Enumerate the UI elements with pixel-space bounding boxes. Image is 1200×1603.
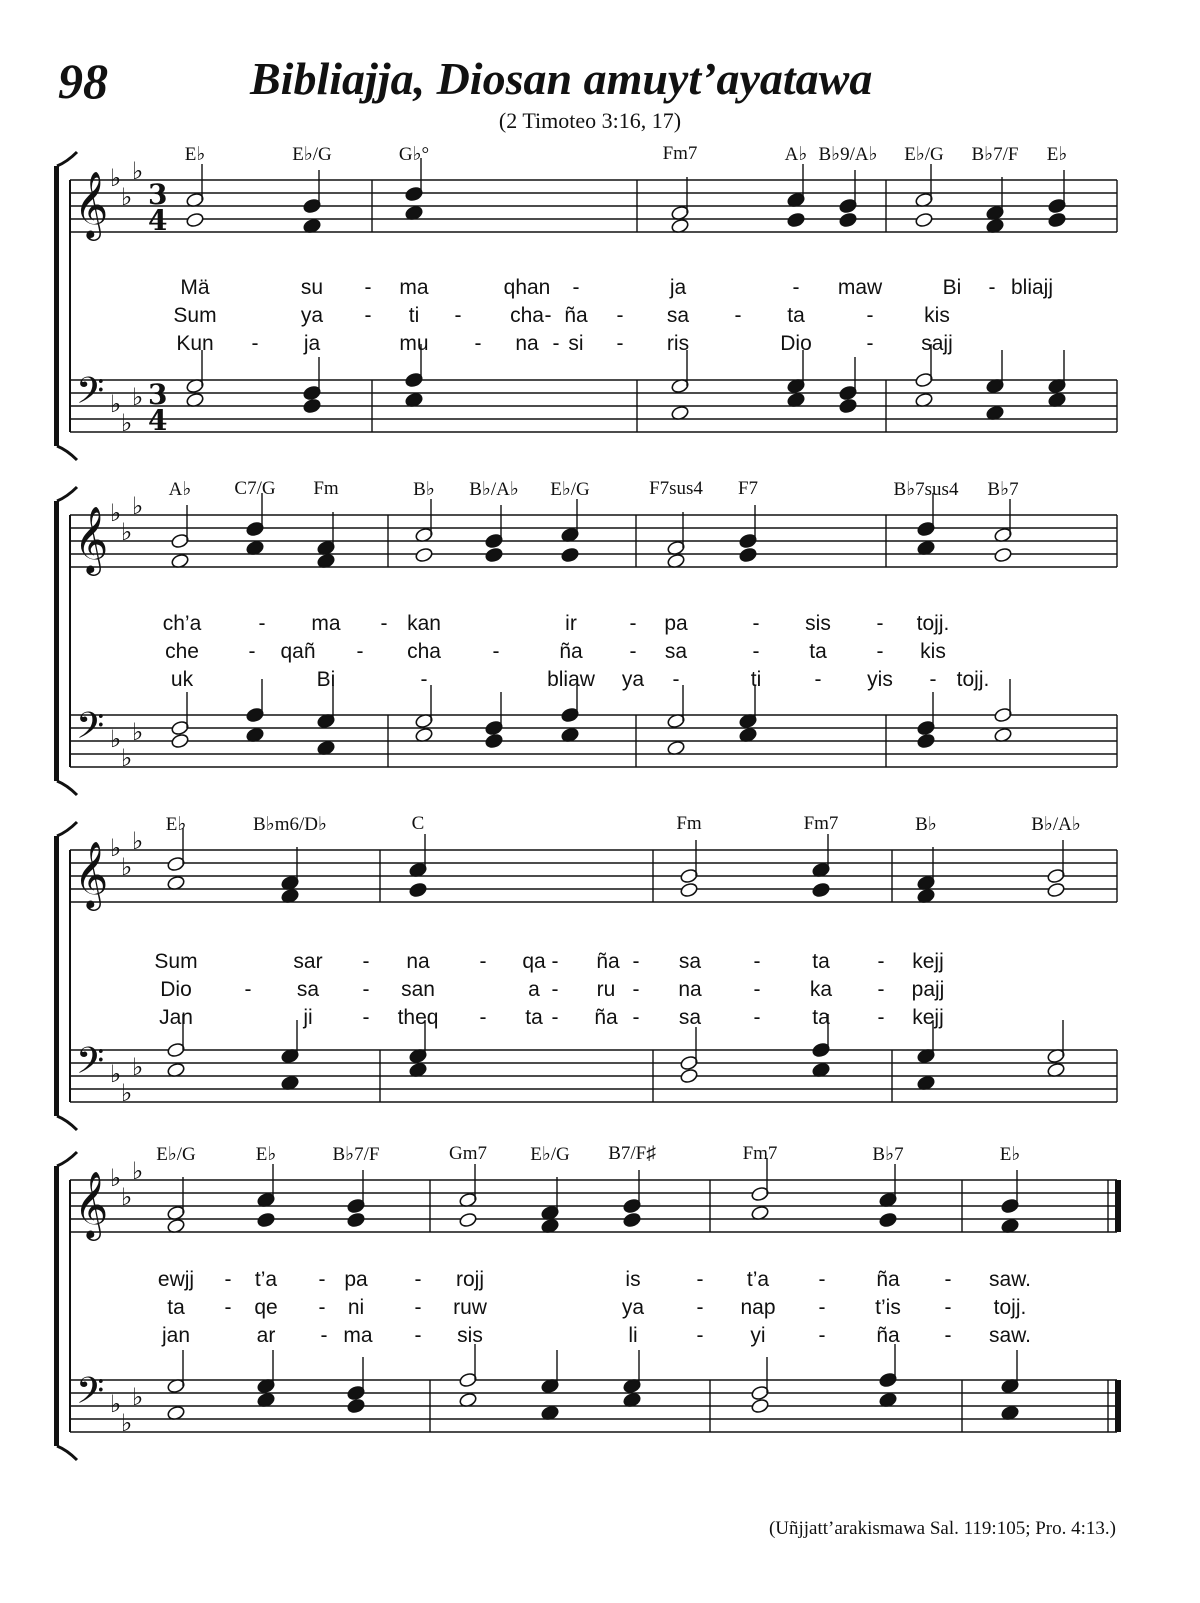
lyric-verse-2: - bbox=[877, 978, 885, 1001]
lyric-verse-1: ña bbox=[876, 1268, 900, 1291]
system-bracket bbox=[54, 166, 59, 446]
chord-symbol: F7sus4 bbox=[649, 478, 703, 499]
lyric-verse-2: sa bbox=[666, 304, 690, 327]
bracket-bottom bbox=[57, 1446, 77, 1460]
note-head bbox=[622, 1212, 641, 1228]
lyric-verse-3: theq bbox=[397, 1006, 439, 1029]
treble-clef-icon: 𝄞 bbox=[74, 170, 109, 238]
flat-sign: ♭ bbox=[110, 834, 122, 862]
lyric-verse-2: san bbox=[401, 978, 435, 1001]
lyric-verse-3: mu bbox=[399, 332, 429, 355]
lyric-verse-1: - bbox=[224, 1268, 232, 1291]
note-head bbox=[1047, 212, 1066, 228]
lyric-verse-2: - bbox=[244, 978, 252, 1001]
lyric-verse-1: saw. bbox=[988, 1268, 1032, 1291]
lyric-verse-3: - bbox=[818, 1324, 826, 1347]
lyric-verse-3: saw. bbox=[988, 1324, 1032, 1347]
lyric-verse-2: - bbox=[248, 640, 256, 663]
lyric-verse-2: na bbox=[678, 978, 702, 1001]
lyric-verse-3: ta bbox=[525, 1006, 543, 1029]
chord-symbol: C7/G bbox=[234, 478, 276, 499]
lyric-verse-3: - bbox=[320, 1324, 328, 1347]
lyric-verse-3: Kun bbox=[176, 332, 214, 355]
flat-sign: ♭ bbox=[132, 1157, 144, 1185]
lyric-verse-3: - bbox=[362, 1006, 370, 1029]
time-sig-bottom: 4 bbox=[148, 404, 168, 437]
lyric-verse-1: ir bbox=[565, 612, 577, 635]
note-head bbox=[993, 547, 1012, 563]
lyric-verse-2: - bbox=[544, 304, 552, 327]
lyric-verse-2: - bbox=[454, 304, 462, 327]
note-head bbox=[738, 547, 757, 563]
lyric-verse-3: - bbox=[632, 1006, 640, 1029]
lyric-verse-3: - bbox=[877, 1006, 885, 1029]
lyric-verse-1: ma bbox=[311, 612, 341, 635]
lyric-verse-1: - bbox=[572, 276, 580, 299]
lyric-verse-2: tojj. bbox=[993, 1296, 1027, 1319]
lyric-verse-2: - bbox=[944, 1296, 952, 1319]
lyric-verse-1: ewjj bbox=[157, 1268, 195, 1291]
lyric-verse-3: - bbox=[616, 332, 624, 355]
note-head bbox=[414, 547, 433, 563]
lyric-verse-1: - bbox=[944, 1268, 952, 1291]
lyric-verse-2: - bbox=[616, 304, 624, 327]
lyric-verse-1: - bbox=[362, 950, 370, 973]
chord-symbol: B♭ bbox=[915, 814, 937, 835]
bracket-bottom bbox=[57, 446, 77, 460]
flat-sign: ♭ bbox=[132, 1383, 144, 1411]
lyric-verse-2: qe bbox=[254, 1296, 278, 1319]
lyric-verse-2: ta bbox=[787, 304, 805, 327]
lyric-verse-2: - bbox=[551, 978, 559, 1001]
lyric-verse-1: - bbox=[364, 276, 372, 299]
note-head bbox=[679, 1068, 698, 1084]
lyric-verse-3: ti bbox=[750, 668, 762, 691]
treble-clef-icon: 𝄞 bbox=[74, 840, 109, 908]
lyric-verse-1: t’a bbox=[746, 1268, 770, 1291]
lyric-verse-3: - bbox=[420, 668, 428, 691]
chord-symbol: Fm bbox=[313, 478, 339, 499]
note-head bbox=[750, 1398, 769, 1414]
note-head bbox=[679, 882, 698, 898]
lyric-verse-2: sa bbox=[664, 640, 688, 663]
chord-symbol: G♭° bbox=[398, 144, 430, 165]
lyric-verse-2: - bbox=[734, 304, 742, 327]
lyric-verse-2: nap bbox=[740, 1296, 776, 1319]
lyric-verse-2: ti bbox=[408, 304, 420, 327]
note-head bbox=[484, 733, 503, 749]
flat-sign: ♭ bbox=[110, 1164, 122, 1192]
chord-symbol: B♭/A♭ bbox=[469, 479, 519, 500]
lyric-verse-1: - bbox=[414, 1268, 422, 1291]
lyric-verse-1: - bbox=[753, 950, 761, 973]
lyric-verse-1: ta bbox=[812, 950, 830, 973]
lyric-verse-1: Sum bbox=[154, 950, 198, 973]
lyric-verse-3: sajj bbox=[921, 332, 953, 355]
lyric-verse-1: t’a bbox=[254, 1268, 278, 1291]
note-head bbox=[914, 212, 933, 228]
lyric-verse-3: - bbox=[696, 1324, 704, 1347]
lyric-verse-2: ña bbox=[564, 304, 588, 327]
lyric-verse-1: - bbox=[792, 276, 800, 299]
hymn-title: Bibliajja, Diosan amuyt’ayatawa bbox=[250, 53, 873, 104]
treble-clef-icon: 𝄞 bbox=[74, 505, 109, 573]
flat-sign: ♭ bbox=[121, 853, 133, 881]
flat-sign: ♭ bbox=[132, 492, 144, 520]
chord-symbol: B♭7/F bbox=[971, 144, 1019, 165]
chord-symbol: F7 bbox=[737, 478, 759, 499]
lyric-verse-1: - bbox=[988, 276, 996, 299]
lyric-verse-1: qhan bbox=[503, 276, 551, 299]
flat-sign: ♭ bbox=[121, 1409, 133, 1437]
flat-sign: ♭ bbox=[132, 718, 144, 746]
chord-symbol: B♭7 bbox=[987, 479, 1019, 500]
lyric-verse-3: Jan bbox=[159, 1006, 193, 1029]
note-head bbox=[916, 733, 935, 749]
lyric-verse-1: ma bbox=[399, 276, 429, 299]
chord-symbol: E♭ bbox=[255, 1144, 277, 1165]
lyric-verse-2: - bbox=[752, 640, 760, 663]
lyric-verse-3: yi bbox=[750, 1324, 766, 1347]
flat-sign: ♭ bbox=[132, 827, 144, 855]
lyric-verse-1: - bbox=[629, 612, 637, 635]
flat-sign: ♭ bbox=[132, 1053, 144, 1081]
bracket-top bbox=[57, 152, 77, 166]
lyric-verse-3: ña bbox=[594, 1006, 618, 1029]
lyric-verse-3: sis bbox=[457, 1324, 483, 1347]
lyric-verse-3: - bbox=[251, 332, 259, 355]
note-head bbox=[458, 1212, 477, 1228]
time-sig-bottom: 4 bbox=[148, 204, 168, 237]
chord-symbol: Fm7 bbox=[662, 143, 698, 164]
bracket-top bbox=[57, 1152, 77, 1166]
lyric-verse-3: ta bbox=[812, 1006, 830, 1029]
note-head bbox=[484, 547, 503, 563]
note-head bbox=[302, 398, 321, 414]
chord-symbol: A♭ bbox=[168, 479, 192, 500]
note-head bbox=[346, 1212, 365, 1228]
treble-clef-icon: 𝄞 bbox=[74, 1170, 109, 1238]
note-head bbox=[878, 1212, 897, 1228]
lyric-verse-2: Sum bbox=[173, 304, 217, 327]
flat-sign: ♭ bbox=[121, 744, 133, 772]
chord-symbol: B♭7 bbox=[872, 1144, 904, 1165]
lyric-verse-3: ris bbox=[666, 332, 690, 355]
lyric-verse-2: t’is bbox=[875, 1296, 901, 1319]
bracket-bottom bbox=[57, 1116, 77, 1130]
lyric-verse-2: qañ bbox=[280, 640, 316, 663]
lyric-verse-3: tojj. bbox=[956, 668, 990, 691]
note-head bbox=[811, 882, 830, 898]
lyric-verse-2: cha bbox=[407, 640, 441, 663]
lyric-verse-3: bliaw bbox=[547, 668, 595, 691]
lyric-verse-2: - bbox=[224, 1296, 232, 1319]
lyric-verse-1: na bbox=[406, 950, 430, 973]
lyric-verse-1: maw bbox=[837, 276, 883, 299]
flat-sign: ♭ bbox=[132, 383, 144, 411]
lyric-verse-2: kis bbox=[924, 304, 950, 327]
lyric-verse-2: che bbox=[165, 640, 199, 663]
lyric-verse-1: - bbox=[318, 1268, 326, 1291]
lyric-verse-2: - bbox=[818, 1296, 826, 1319]
chord-symbol: E♭/G bbox=[530, 1144, 570, 1165]
note-head bbox=[838, 398, 857, 414]
lyric-verse-3: ma bbox=[343, 1324, 373, 1347]
lyric-verse-1: qa bbox=[522, 950, 546, 973]
bracket-bottom bbox=[57, 781, 77, 795]
lyric-verse-1: rojj bbox=[455, 1268, 485, 1291]
lyric-verse-3: - bbox=[866, 332, 874, 355]
lyric-verse-1: Mä bbox=[180, 276, 210, 299]
lyric-verse-3: ar bbox=[256, 1324, 276, 1347]
lyric-verse-3: ya bbox=[621, 668, 645, 691]
note-head bbox=[346, 1398, 365, 1414]
chord-symbol: B7/F♯ bbox=[608, 1143, 656, 1164]
note-head bbox=[408, 882, 427, 898]
system-bracket bbox=[54, 1166, 59, 1446]
lyric-verse-2: ruw bbox=[453, 1296, 487, 1319]
chord-symbol: Fm7 bbox=[742, 1143, 778, 1164]
lyric-verse-2: ta bbox=[167, 1296, 185, 1319]
time-sig-top: 3 bbox=[148, 178, 168, 211]
flat-sign: ♭ bbox=[110, 499, 122, 527]
flat-sign: ♭ bbox=[110, 390, 122, 418]
lyric-verse-3: - bbox=[814, 668, 822, 691]
final-barline bbox=[1115, 1380, 1121, 1432]
lyric-verse-1: kejj bbox=[912, 950, 944, 973]
lyric-verse-2: kis bbox=[920, 640, 946, 663]
lyric-verse-1: - bbox=[752, 612, 760, 635]
lyric-verse-2: - bbox=[318, 1296, 326, 1319]
lyric-verse-1: ja bbox=[669, 276, 687, 299]
lyric-verse-1: - bbox=[696, 1268, 704, 1291]
bass-clef-icon: 𝄢 bbox=[76, 1040, 105, 1091]
lyric-verse-3: - bbox=[672, 668, 680, 691]
lyric-verse-2: ru bbox=[596, 978, 616, 1001]
lyric-verse-3: yis bbox=[867, 668, 893, 691]
lyric-verse-3: ña bbox=[876, 1324, 900, 1347]
lyric-verse-2: cha bbox=[510, 304, 544, 327]
lyric-verse-1: Bi bbox=[942, 276, 962, 299]
lyric-verse-2: ña bbox=[559, 640, 583, 663]
lyric-verse-2: - bbox=[753, 978, 761, 1001]
bracket-top bbox=[57, 487, 77, 501]
lyric-verse-1: - bbox=[479, 950, 487, 973]
chord-symbol: B♭7sus4 bbox=[893, 479, 959, 500]
chord-symbol: E♭ bbox=[999, 1144, 1021, 1165]
note-head bbox=[838, 212, 857, 228]
system-2 bbox=[54, 487, 1117, 795]
lyric-verse-3: - bbox=[479, 1006, 487, 1029]
flat-sign: ♭ bbox=[110, 164, 122, 192]
note-head bbox=[1046, 882, 1065, 898]
lyric-verse-1: kan bbox=[407, 612, 441, 635]
chord-symbol: E♭ bbox=[1046, 144, 1068, 165]
chord-symbol: B♭ bbox=[413, 479, 435, 500]
chord-symbol: E♭ bbox=[165, 814, 187, 835]
flat-sign: ♭ bbox=[121, 518, 133, 546]
hymn-number: 98 bbox=[58, 53, 108, 109]
flat-sign: ♭ bbox=[110, 1060, 122, 1088]
bracket-top bbox=[57, 822, 77, 836]
lyric-verse-3: - bbox=[414, 1324, 422, 1347]
lyric-verse-3: - bbox=[474, 332, 482, 355]
chord-symbol: B♭7/F bbox=[332, 1144, 380, 1165]
chord-symbol: E♭/G bbox=[550, 479, 590, 500]
lyric-verse-1: - bbox=[632, 950, 640, 973]
lyric-verse-3: ja bbox=[303, 332, 321, 355]
lyric-verse-2: ya bbox=[300, 304, 324, 327]
chord-symbol: E♭ bbox=[184, 144, 206, 165]
lyric-verse-1: - bbox=[551, 950, 559, 973]
flat-sign: ♭ bbox=[110, 1390, 122, 1418]
lyric-verse-2: ya bbox=[621, 1296, 645, 1319]
lyric-verse-2: - bbox=[866, 304, 874, 327]
lyric-verse-1: sa bbox=[678, 950, 702, 973]
flat-sign: ♭ bbox=[121, 1183, 133, 1211]
lyric-verse-1: su bbox=[300, 276, 324, 299]
lyric-verse-3: Dio bbox=[780, 332, 812, 355]
lyric-verse-1: - bbox=[876, 612, 884, 635]
lyric-verse-2: ta bbox=[809, 640, 827, 663]
system-bracket bbox=[54, 836, 59, 1116]
chord-symbol: B♭/A♭ bbox=[1031, 814, 1081, 835]
flat-sign: ♭ bbox=[110, 725, 122, 753]
footnote: (Uñjjatt’arakismawa Sal. 119:105; Pro. 4:13.) bbox=[768, 1518, 1116, 1539]
lyric-verse-3: ji bbox=[303, 1006, 313, 1029]
lyric-verse-3: - bbox=[551, 1006, 559, 1029]
scripture-reference: (2 Timoteo 3:16, 17) bbox=[498, 108, 682, 133]
lyric-verse-1: - bbox=[818, 1268, 826, 1291]
chord-symbol: Fm7 bbox=[803, 813, 839, 834]
lyric-verse-3: - bbox=[753, 1006, 761, 1029]
note-head bbox=[786, 212, 805, 228]
system-4 bbox=[54, 1152, 1121, 1460]
lyric-verse-2: - bbox=[632, 978, 640, 1001]
system-3 bbox=[54, 822, 1117, 1130]
bass-clef-icon: 𝄢 bbox=[76, 705, 105, 756]
flat-sign: ♭ bbox=[121, 183, 133, 211]
chord-symbol: A♭ bbox=[784, 144, 808, 165]
lyric-verse-1: - bbox=[258, 612, 266, 635]
lyric-verse-2: pajj bbox=[911, 978, 945, 1001]
lyric-verse-3: - bbox=[944, 1324, 952, 1347]
time-sig-top: 3 bbox=[148, 378, 168, 411]
flat-sign: ♭ bbox=[121, 409, 133, 437]
chord-symbol: E♭/G bbox=[156, 1144, 196, 1165]
flat-sign: ♭ bbox=[132, 157, 144, 185]
lyric-verse-1: - bbox=[380, 612, 388, 635]
lyric-verse-1: pa bbox=[664, 612, 688, 635]
final-barline bbox=[1115, 1180, 1121, 1232]
lyric-verse-1: sis bbox=[805, 612, 831, 635]
lyric-verse-2: - bbox=[356, 640, 364, 663]
lyric-verse-3: - bbox=[552, 332, 560, 355]
lyric-verse-2: - bbox=[364, 304, 372, 327]
lyric-verse-2: a bbox=[528, 978, 540, 1001]
note-head bbox=[185, 212, 204, 228]
chord-symbol: E♭/G bbox=[904, 144, 944, 165]
note-head bbox=[256, 1212, 275, 1228]
lyric-verse-1: bliajj bbox=[1010, 276, 1054, 299]
lyric-verse-1: sar bbox=[293, 950, 323, 973]
lyric-verse-1: - bbox=[877, 950, 885, 973]
lyric-verse-1: is bbox=[625, 1268, 641, 1291]
lyric-verse-1: ña bbox=[596, 950, 620, 973]
lyric-verse-2: ni bbox=[347, 1296, 365, 1319]
lyric-verse-3: na bbox=[515, 332, 539, 355]
chord-symbol: B♭9/A♭ bbox=[818, 144, 878, 165]
lyric-verse-2: - bbox=[492, 640, 500, 663]
lyric-verse-2: ka bbox=[809, 978, 833, 1001]
note-head bbox=[170, 733, 189, 749]
lyric-verse-3: kejj bbox=[912, 1006, 944, 1029]
chord-symbol: E♭/G bbox=[292, 144, 332, 165]
lyric-verse-1: tojj. bbox=[916, 612, 950, 635]
chord-symbol: Gm7 bbox=[449, 1143, 487, 1164]
lyric-verse-3: uk bbox=[170, 668, 194, 691]
lyric-verse-1: pa bbox=[344, 1268, 368, 1291]
lyric-verse-2: Dio bbox=[160, 978, 192, 1001]
lyric-verse-2: - bbox=[696, 1296, 704, 1319]
lyric-verse-3: Bi bbox=[316, 668, 336, 691]
note-head bbox=[560, 547, 579, 563]
lyric-verse-3: sa bbox=[678, 1006, 702, 1029]
lyric-verse-3: si bbox=[568, 332, 584, 355]
chord-symbol: C bbox=[411, 813, 425, 834]
chord-symbol: Fm bbox=[676, 813, 702, 834]
lyric-verse-3: jan bbox=[161, 1324, 191, 1347]
lyric-verse-2: - bbox=[362, 978, 370, 1001]
bass-clef-icon: 𝄢 bbox=[76, 370, 105, 421]
bass-clef-icon: 𝄢 bbox=[76, 1370, 105, 1421]
lyric-verse-2: sa bbox=[296, 978, 320, 1001]
lyric-verse-3: li bbox=[628, 1324, 638, 1347]
lyric-verse-2: - bbox=[876, 640, 884, 663]
system-bracket bbox=[54, 501, 59, 781]
lyric-verse-2: - bbox=[414, 1296, 422, 1319]
lyric-verse-1: ch’a bbox=[162, 612, 202, 635]
chord-symbol: B♭m6/D♭ bbox=[253, 814, 327, 835]
flat-sign: ♭ bbox=[121, 1079, 133, 1107]
lyric-verse-3: - bbox=[929, 668, 937, 691]
lyric-verse-2: - bbox=[629, 640, 637, 663]
